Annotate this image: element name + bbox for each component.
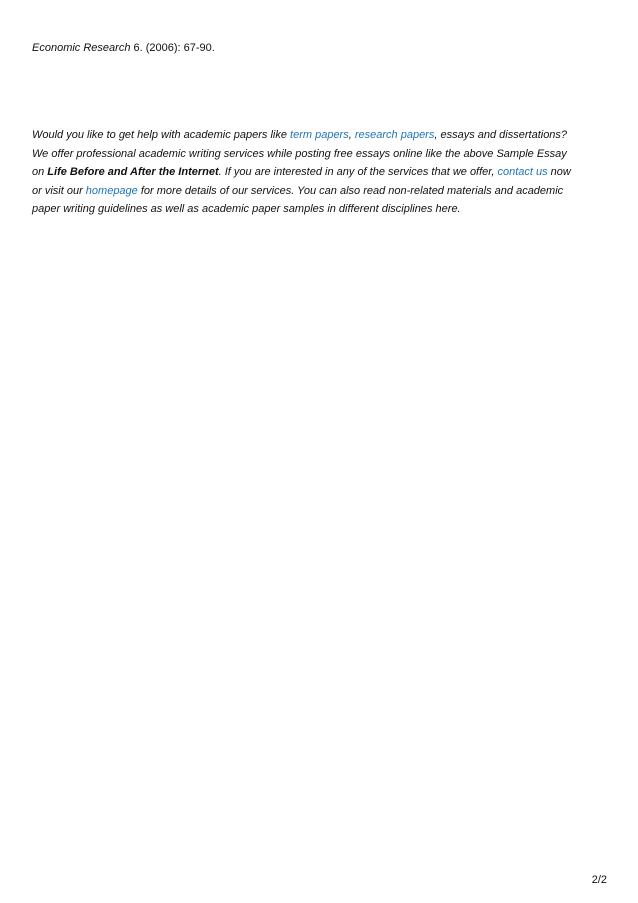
promo-line-3 bbox=[32, 163, 612, 182]
promo-line-4 bbox=[32, 182, 612, 201]
promo-text: on bbox=[32, 166, 48, 179]
promo-paragraph bbox=[32, 126, 612, 219]
promo-text: . If you are interested in any of the services that we offer, bbox=[218, 166, 498, 179]
promo-text: or visit our bbox=[32, 184, 86, 197]
contact-us-link[interactable]: contact us bbox=[497, 166, 548, 179]
page-number: 2/2 bbox=[591, 874, 607, 886]
term-papers-link[interactable]: term papers bbox=[290, 129, 349, 141]
promo-line-5: paper writing guidelines as well as academic paper samples in different disciplines here. bbox=[32, 203, 461, 216]
citation-details: 6. (2006): 67-90. bbox=[130, 42, 215, 54]
journal-name: Economic Research bbox=[32, 42, 131, 54]
promo-text: now bbox=[547, 166, 571, 179]
citation-fragment bbox=[32, 41, 215, 55]
homepage-link[interactable]: homepage bbox=[85, 184, 138, 197]
promo-text: for more details of our services. You can also read non-related materials and academic bbox=[137, 184, 564, 197]
essay-title: Life Before and After the Internet bbox=[47, 166, 219, 179]
promo-line-2: We offer professional academic writing services while posting free essays online like the above Sample Essay bbox=[32, 147, 567, 160]
research-papers-link[interactable]: research papers bbox=[354, 129, 435, 141]
promo-text: , bbox=[348, 129, 355, 141]
promo-text: , essays and dissertations? bbox=[434, 129, 568, 141]
promo-line-1 bbox=[32, 126, 612, 145]
promo-text: Would you like to get help with academic papers like bbox=[32, 129, 291, 141]
